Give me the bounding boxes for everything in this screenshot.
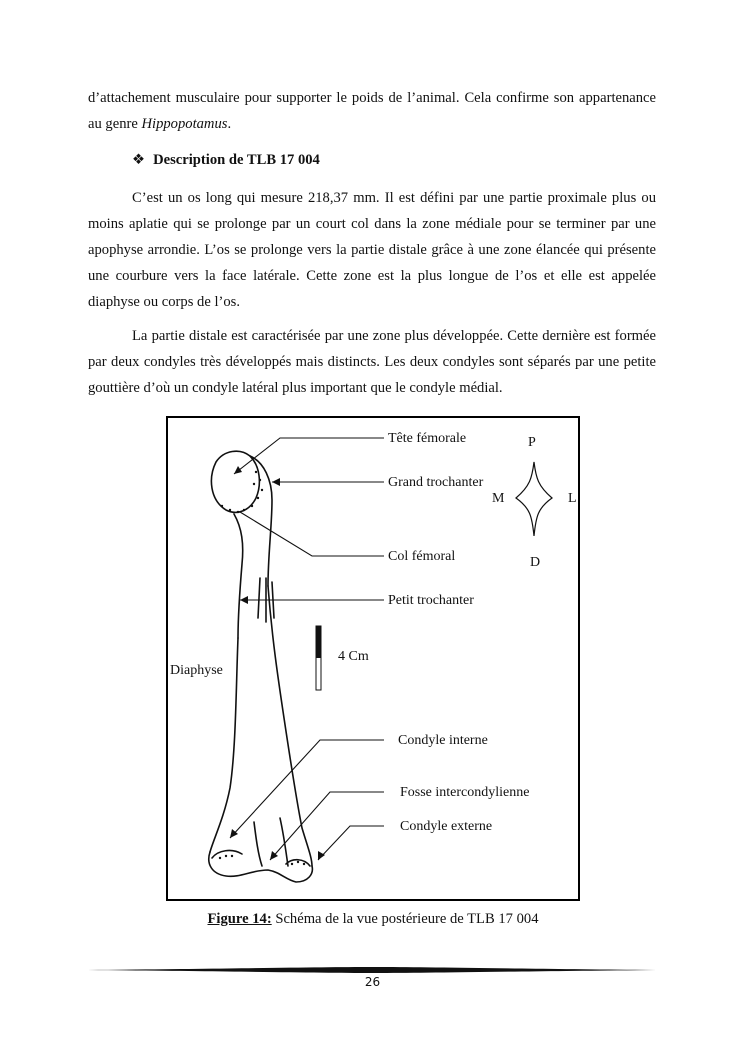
arrow-head-icon xyxy=(234,466,242,474)
scale-bar xyxy=(316,626,321,690)
paragraph-2 xyxy=(88,185,656,315)
lesser-trochanter-mark-1 xyxy=(258,578,260,618)
diamond-bullet-icon: ❖ xyxy=(132,152,146,168)
paragraph-2-text: C’est un os long qui mesure 218,37 mm. Il est défini par une partie proximale plus ou moins aplatie qui se prolonge par un court col dans la zone médiale pour se terminer par une apophyse arrondie. L’os se prolonge vers la partie distale grâce à une zone élancée qui présente une courbure vers la face latérale. Cette zone est la plus longue de l’os et elle est appelée diaphyse ou corps de l’os. xyxy=(88,190,656,310)
genus-name: Hippopotamus xyxy=(141,116,228,132)
section-heading xyxy=(132,147,320,173)
label-tete-femorale: Tête fémorale xyxy=(388,431,467,446)
compass-label-distal: D xyxy=(530,555,541,570)
paragraph-1 xyxy=(88,85,656,137)
footer-rule xyxy=(88,965,656,975)
medial-condyle-rim xyxy=(212,851,242,858)
leader-condyle-interne xyxy=(230,740,384,838)
femur-outline xyxy=(209,451,313,882)
intercondylar-line-2 xyxy=(280,818,288,866)
paragraph-1-text-before: d’attachement musculaire pour supporter le poids de l’animal. Cela confirme son appartenance au genre xyxy=(88,90,656,132)
femur-diagram xyxy=(168,418,578,899)
label-grand-trochanter: Grand trochanter xyxy=(388,475,484,490)
compass-label-proximal: P xyxy=(528,435,536,450)
figure-caption-label: Figure 14: xyxy=(207,911,272,927)
distal-end-outline xyxy=(209,852,313,882)
scale-label: 4 Cm xyxy=(338,649,369,664)
compass-label-medial: M xyxy=(492,491,505,506)
label-diaphyse: Diaphyse xyxy=(170,663,223,678)
leader-condyle-externe xyxy=(318,826,384,860)
arrow-head-icon xyxy=(318,851,325,860)
label-petit-trochanter: Petit trochanter xyxy=(388,593,474,608)
paragraph-1-text-after: . xyxy=(227,116,232,132)
paragraph-3 xyxy=(88,323,656,401)
label-col-femoral: Col fémoral xyxy=(388,549,456,564)
page-number: 26 xyxy=(364,975,381,989)
arrow-heads xyxy=(230,466,325,860)
greater-trochanter-edge xyxy=(250,456,272,586)
shaft-lateral-edge xyxy=(268,586,312,866)
label-condyle-externe: Condyle externe xyxy=(400,819,493,834)
leader-col-femoral xyxy=(240,512,384,556)
paragraph-3-text: La partie distale est caractérisée par une zone plus développée. Cette dernière est formée par deux condyles très développés mais distincts. Les deux condyles sont séparés par une petite gouttière d’où un condyle latéral plus important que le condyle médial. xyxy=(88,328,656,396)
label-condyle-interne: Condyle interne xyxy=(398,733,488,748)
neck-medial-edge xyxy=(234,514,243,638)
compass-label-lateral: L xyxy=(568,491,577,506)
section-heading-text: Description de TLB 17 004 xyxy=(153,152,320,168)
label-fosse-intercondylienne: Fosse intercondylienne xyxy=(400,785,530,800)
arrow-head-icon xyxy=(272,478,280,486)
stipple-marks xyxy=(219,471,305,865)
figure-caption xyxy=(166,909,580,929)
leader-tete-femorale xyxy=(234,438,384,474)
arrow-head-icon xyxy=(240,596,248,604)
orientation-compass-icon xyxy=(516,462,552,536)
figure-14-frame xyxy=(166,416,580,901)
intercondylar-line-1 xyxy=(254,822,262,866)
figure-caption-text: Schéma de la vue postérieure de TLB 17 004 xyxy=(271,911,539,927)
